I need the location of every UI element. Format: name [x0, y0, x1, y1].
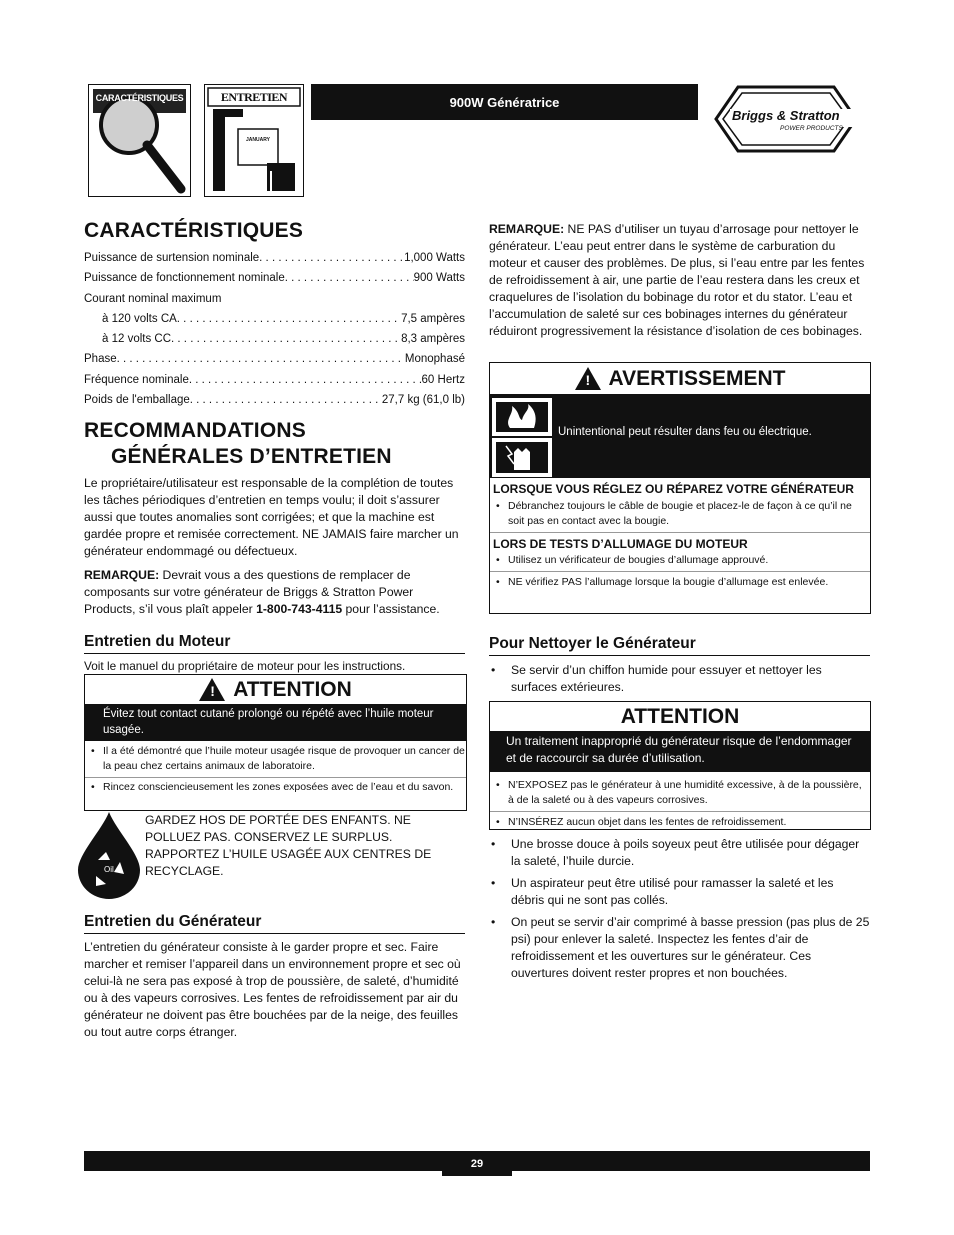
spec-row [84, 370, 465, 390]
nettoyer-title: Pour Nettoyer le Générateur [489, 634, 870, 656]
avertissement-section-title: LORSQUE VOUS RÉGLEZ OU RÉPAREZ VOTRE GÉNÉRATEUR [493, 482, 854, 496]
remarque-label: REMARQUE: [489, 222, 565, 236]
avertissement-title-text: AVERTISSEMENT [608, 366, 786, 390]
nettoyer-bullet: • Se servir d’un chiffon humide pour essuyer et nettoyer les surfaces extérieures. [489, 662, 870, 696]
page-number: 29 [442, 1151, 512, 1176]
entretien-generateur-title: Entretien du Générateur [84, 912, 465, 934]
spec-label: Phase [84, 353, 117, 366]
calendar-label: JANUARY [246, 137, 270, 143]
spec-row [84, 309, 465, 329]
logo-subtext: POWER PRODUCTS [780, 125, 843, 132]
recycle-text: GARDEZ HOS DE PORTÉE DES ENFANTS. NE POLLUEZ PAS. CONSERVEZ LE SURPLUS. RAPPORTEZ L’HUILE USAGÉE AUX CENTRES DE RECYCLAGE. [145, 813, 432, 878]
caracteristiques-title: CARACTÉRISTIQUES [84, 219, 304, 242]
spec-value: 7,5 ampères [401, 312, 465, 325]
recommandations-paragraph: Le propriétaire/utilisateur est responsable de la complétion de toutes les tâches périodiques d’entretien en temps voulu; il doit s’assurer aussi que toutes anomalies sont corrigées; et que la machine est gardée propre et remisée correctement. NE JAMAIS faire marcher un générateur endommagé ou défectueux. [84, 476, 459, 559]
attention-bullet: • N’EXPOSEZ pas le générateur à une humidité excessive, à de la poussière, à de la saleté ou à des vapeurs corrosives. [490, 772, 870, 811]
attention-title-text: ATTENTION [620, 704, 740, 728]
caracteristiques-icon [88, 84, 191, 197]
spec-value: 27,7 kg (61,0 lb) [381, 394, 465, 407]
attention-title [85, 675, 466, 704]
oil-recycle-icon [76, 810, 142, 900]
left-column-lower [84, 912, 465, 1041]
spec-value: 60 Hertz [421, 373, 465, 386]
spec-value: 8,3 ampères [401, 333, 465, 346]
entretien-icon [204, 84, 304, 197]
remarque-end: pour l’assistance. [342, 602, 440, 617]
left-column [84, 218, 465, 675]
avertissement-bullet: • NE vérifiez PAS l’allumage lorsque la bougie d’allumage est enlevée. [490, 572, 870, 590]
spec-label: Courant nominal maximum [84, 292, 222, 305]
oil-label: Oil [104, 865, 114, 874]
remarque-text: Devrait vous a des questions de remplacer de composants sur votre générateur de Briggs & Stratton Power Products, s’il vous plaît appeler [84, 568, 414, 617]
entretien-icon-label: ENTRETIEN [220, 90, 288, 104]
spec-row [84, 289, 465, 309]
list-item: • On peut se servir d’air comprimé à basse pression (pas plus de 25 psi) pour enlever la saleté. Inspectez les fentes d’air de refroidissement et les ouvertures sur le générateur. Ces ouvertures doivent rester propres et non bouchées. [489, 914, 870, 982]
spec-label: à 12 volts CC [102, 333, 172, 346]
attention-bullet: • N’INSÉREZ aucun objet dans les fentes de refroidissement. [490, 812, 870, 830]
attention-box-oil [84, 674, 467, 811]
recommandations-title [84, 418, 465, 470]
avertissement-bullet: • Utilisez un vérificateur de bougies d’allumage approuvé. [490, 552, 870, 571]
spec-list [84, 248, 465, 410]
avertissement-dark-text: Unintentional peut résulter dans feu ou électrique. [558, 426, 812, 438]
list-item: • Un aspirateur peut être utilisé pour ramasser la saleté et les débris qui ne sont pas collés. [489, 875, 870, 909]
spec-row [84, 268, 465, 288]
recommandations-title-line1: RECOMMANDATIONS [84, 419, 306, 443]
remarque-eau-paragraph [489, 221, 870, 340]
electric-shock-icon [491, 437, 553, 478]
spec-row [84, 248, 465, 268]
attention-dark-text: Évitez tout contact cutané prolongé ou répété avec l’huile moteur usagée. [85, 704, 466, 741]
nettoyer-section [489, 634, 870, 696]
attention-bullet: • Il a été démontré que l’huile moteur usagée risque de provoquer un cancer de la peau chez certains animaux de laboratoire. [85, 741, 466, 777]
remarque-paragraph [84, 567, 465, 618]
list-item: • Une brosse douce à poils soyeux peut être utilisée pour dégager la saleté, l’huile durcie. [489, 836, 870, 870]
spec-label: Puissance de fonctionnement nominale [84, 272, 285, 285]
avertissement-section-title: LORS DE TESTS D’ALLUMAGE DU MOTEUR [493, 537, 748, 551]
caracteristiques-icon-label: CARACTÉRISTIQUES [95, 93, 184, 103]
right-column [489, 221, 870, 340]
logo-text: Briggs & Stratton [732, 108, 840, 123]
remarque-label: REMARQUE: [84, 568, 160, 583]
spec-label: Puissance de surtension nominale [84, 252, 260, 264]
spec-row [84, 390, 465, 410]
spec-value: 1,000 Watts [404, 252, 465, 264]
right-bullets [489, 836, 870, 982]
attention-title [490, 702, 870, 731]
spec-label: Poids de l'emballage [84, 394, 190, 407]
spec-row [84, 349, 465, 369]
avertissement-bullet: • Débranchez toujours le câble de bougie et placez-le de façon à ce qu’il ne soit pas en contact avec la bougie. [490, 497, 870, 532]
avertissement-title [490, 363, 870, 394]
avertissement-dark-band [490, 394, 870, 478]
briggs-stratton-logo [696, 84, 876, 154]
attention-title-text: ATTENTION [233, 677, 352, 701]
spec-label: Fréquence nominale [84, 373, 189, 386]
attention-bullet: • Rincez consciencieusement les zones exposées avec de l’eau et du savon. [85, 778, 466, 795]
recommandations-title-line2: GÉNÉRALES D’ENTRETIEN [111, 445, 392, 469]
spec-value: 900 Watts [413, 272, 465, 285]
spec-value: Monophasé [404, 353, 465, 366]
warning-icon: ! [575, 367, 601, 390]
document-title: 900W Génératrice [311, 84, 698, 120]
avertissement-box [489, 362, 871, 614]
remarque-text: NE PAS d’utiliser un tuyau d’arrosage pour nettoyer le générateur. L’eau peut entrer dans le système de carburation du moteur et causer des problèmes. De plus, si l’eau entre par les fentes de refroidissement à air, une partie de l’eau restera dans les creux et craquelures de l’isolation du bobinage du rotor et du stator. L’eau et l’accumulation de saleté sur ces bobinages internes du générateur réduiront progressivement la résistance d’isolation de ces bobinages. [489, 222, 865, 338]
entretien-moteur-title: Entretien du Moteur [84, 632, 465, 654]
entretien-generateur-text: L’entretien du générateur consiste à le garder propre et sec. Faire marcher et remiser l’appareil dans un environnement propre et sec où celui-là ne sera pas exposé à trop de poussière, de saleté, d’humidité ou à des vapeurs corrosives. Les fentes de refroidissement par air du générateur ne doivent pas être bouchées par de la neige, des feuilles ou tout autre corps étranger. [84, 940, 461, 1039]
entretien-moteur-text: Voit le manuel du propriétaire de moteur pour les instructions. [84, 659, 406, 674]
attention-dark-text: Un traitement inapproprié du générateur risque de l’endommager et de raccourcir sa durée d’utilisation. [490, 731, 870, 772]
spec-row [84, 329, 465, 349]
attention-box-generateur [489, 701, 871, 830]
fire-icon [491, 397, 553, 437]
spec-label: à 120 volts CA [102, 312, 177, 325]
phone-number: 1-800-743-4115 [256, 602, 343, 617]
warning-icon: ! [199, 678, 225, 701]
